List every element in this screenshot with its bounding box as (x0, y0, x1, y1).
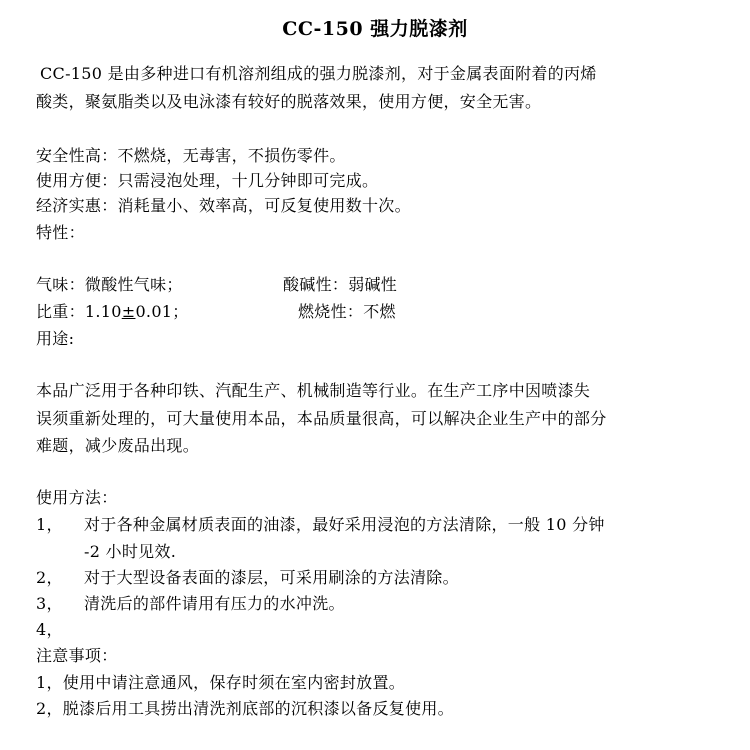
feature-economy: 经济实惠：消耗量小、效率高，可反复使用数十次。 (36, 196, 411, 215)
feature-safety: 安全性高：不燃烧，无毒害，不损伤零件。 (36, 146, 346, 165)
note-2: 2，脱漆后用工具捞出清洗剂底部的沉积漆以备反复使用。 (36, 699, 454, 718)
intro-line-2: 酸类，聚氨脂类以及电泳漆有较好的脱落效果，使用方便，安全无害。 (36, 92, 542, 111)
method-2-number: 2， (36, 568, 63, 587)
usage-line-3: 难题，减少废品出现。 (36, 436, 200, 455)
intro-line-1: CC-150 是由多种进口有机溶剂组成的强力脱漆剂，对于金属表面附着的丙烯 (40, 64, 597, 83)
usage-line-2: 误须重新处理的，可大量使用本品，本品质量很高，可以解决企业生产中的部分 (36, 409, 607, 428)
method-3-number: 3， (36, 594, 63, 613)
method-3-text: 清洗后的部件请用有压力的水冲洗。 (84, 594, 345, 613)
feature-convenience: 使用方便：只需浸泡处理，十几分钟即可完成。 (36, 171, 379, 190)
document-title: CC-150 强力脱漆剂 (282, 18, 468, 40)
density-suffix: 0.01； (135, 302, 189, 321)
method-heading: 使用方法： (36, 488, 118, 507)
usage-line-1: 本品广泛用于各种印铁、汽配生产、机械制造等行业。在生产工序中因喷漆失 (36, 381, 591, 400)
notes-heading: 注意事项： (36, 646, 118, 665)
property-flammability: 燃烧性：不燃 (298, 302, 396, 321)
method-1-text: 对于各种金属材质表面的油漆，最好采用浸泡的方法清除，一般 10 分钟 (84, 515, 605, 534)
usage-heading: 用途: (36, 329, 75, 348)
method-2-text: 对于大型设备表面的漆层，可采用刷涂的方法清除。 (84, 568, 459, 587)
property-odor: 气味：微酸性气味； (36, 275, 183, 294)
method-4-number: 4， (36, 620, 63, 639)
density-prefix: 比重：1.10 (36, 302, 122, 321)
note-1: 1，使用中请注意通风，保存时须在室内密封放置。 (36, 673, 406, 692)
property-density (36, 302, 189, 322)
method-1-continuation: -2 小时见效. (84, 542, 177, 561)
method-1-number: 1， (36, 515, 63, 534)
properties-heading: 特性： (36, 223, 85, 242)
density-plusminus: ± (121, 302, 136, 321)
property-acidity: 酸碱性：弱碱性 (283, 275, 398, 294)
